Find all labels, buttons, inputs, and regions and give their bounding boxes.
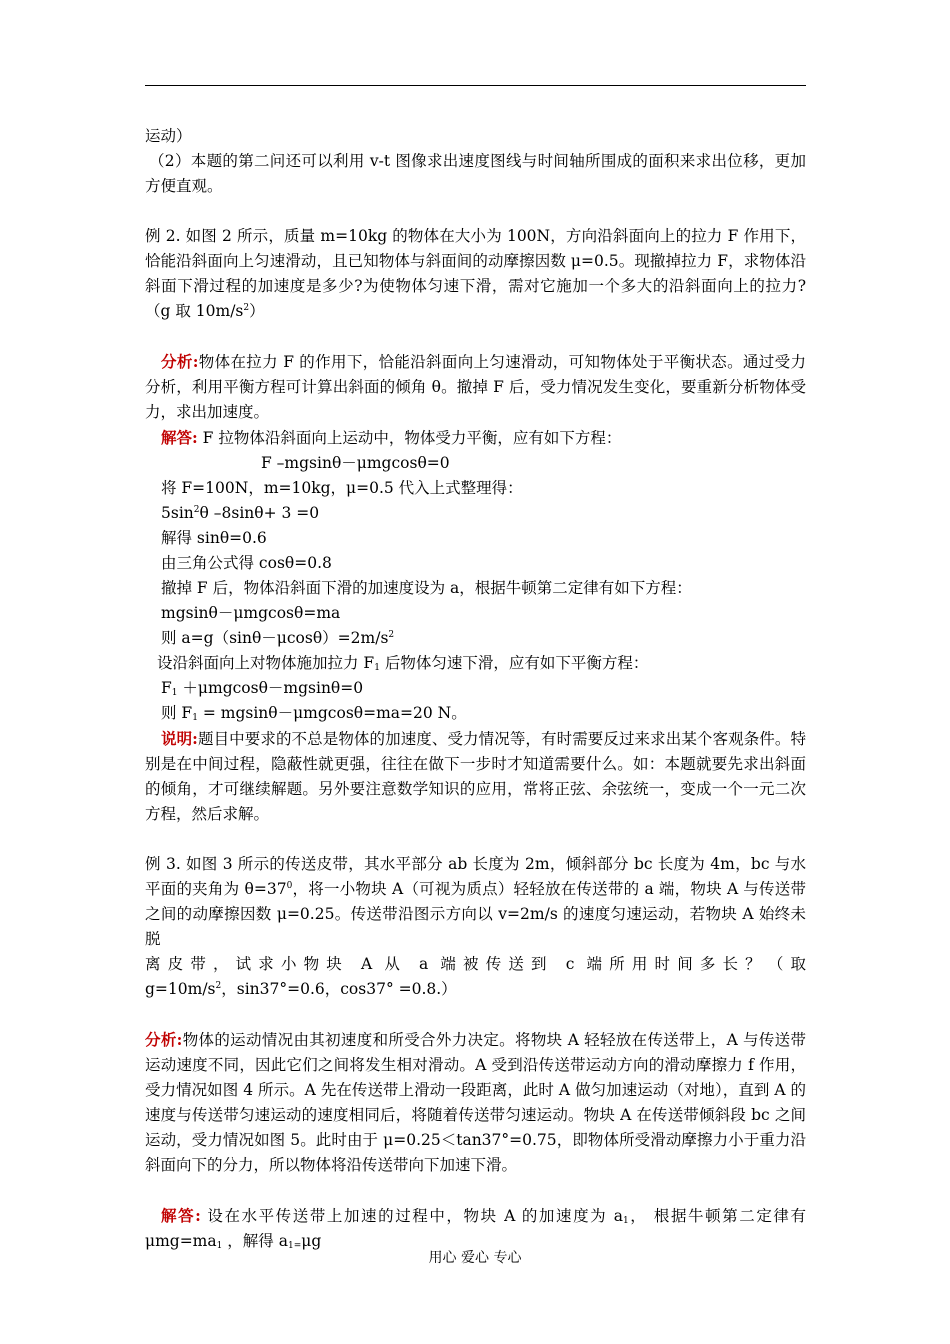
equation-2: $5\sin^2\theta$ –8sinθ+ 3 =0 bbox=[161, 504, 320, 522]
solve-cos: 由三角公式得 cosθ=0.8 bbox=[161, 554, 332, 572]
equation-4: 则 $a=g(\sin\theta-\mu\cos\theta)=2m/s^2$ bbox=[161, 629, 395, 647]
equation-6: 则 $F_1 = mgsin\theta-\mu mgcos\theta=ma=20$ N。 bbox=[161, 704, 467, 723]
solve-sin: 解得 sinθ=0.6 bbox=[161, 529, 267, 547]
example-3-analysis: 分析:物体的运动情况由其初速度和所受合外力决定。将物块 A 轻轻放在传送带上，A 与传送带运动速度不同，因此它们之间将发生相对滑动。A 受到沿传送带运动方向的滑动摩擦力 f 作用，受力情况如图 4 所示。A 先在传送带上滑动一段距离，此时 A 做匀加速运动（对地），直到 A 的速度与传送带匀速运动的速度相同后，将随着传送带匀速运动。物块 A 在传送带倾斜段 bc 之间运动，受力情况如图 5。此时由于 μ=0.25＜tan37°=0.75，即物体所受滑动摩擦力小于重力沿斜面向下的分力，所以物体将沿传送带向下加速下滑。 bbox=[145, 1030, 806, 1174]
continuation-text: 运动） bbox=[145, 127, 192, 145]
example-2-problem: 例 2. 如图 2 所示，质量 m=10kg 的物体在大小为 100N，方向沿斜面向上的拉力 F 作用下，恰能沿斜面向上匀速滑动，且已知物体与斜面间的动摩擦因数 μ=0.5。现撤掉拉力 F，求物体沿斜面下滑过程的加速度是多少?为使物体匀速下滑，需对它施加一个多大的沿斜面向上的拉力? （g 取 $10m/s^2$） bbox=[145, 227, 806, 320]
equation-5: $F_1 +\mu mgcos\theta-mgsin\theta=0$ bbox=[161, 679, 364, 698]
page-footer: 用心 爱心 专心 bbox=[428, 1250, 522, 1266]
example-3-problem-spread: 离皮带，试求小物块 A 从 a 端被传送到 c 端所用时间多长？（取 bbox=[145, 955, 806, 973]
pull-force-line: 设沿斜面向上对物体施加拉力 $F_1$ 后物体匀速下滑，应有如下平衡方程： bbox=[157, 654, 649, 673]
header-rule bbox=[145, 85, 806, 86]
example-2-answer: 解答: F 拉物体沿斜面向上运动中，物体受力平衡，应有如下方程： bbox=[161, 428, 622, 447]
substitution-line: 将 F=100N，m=10kg，μ=0.5 代入上式整理得： bbox=[161, 479, 523, 497]
example-2-analysis: 分析:物体在拉力 F 的作用下，恰能沿斜面向上匀速滑动，可知物体处于平衡状态。通过受力分析，利用平衡方程可计算出斜面的倾角 θ。撤掉 F 后，受力情况发生变化，要重新分析物体受力，求出加速度。 bbox=[145, 352, 806, 421]
equation-3: mgsinθ－μmgcosθ=ma bbox=[161, 604, 341, 622]
example-3-problem-end: $g=10m/s^2$，sin37°=0.6，cos37° =0.8.） bbox=[145, 980, 457, 998]
note-label: 说明: bbox=[161, 729, 198, 748]
example-2-note: 说明:题目中要求的不总是物体的加速度、受力情况等，有时需要反过来求出某个客观条件。特别是在中间过程，隐蔽性就更强，往往在做下一步时才知道需要什么。如：本题就要先求出斜面的倾角，才可继续解题。另外要注意数学知识的应用，常将正弦、余弦统一，变成一个一元二次方程，然后求解。 bbox=[145, 729, 806, 823]
example-3-problem: 例 3. 如图 3 所示的传送皮带，其水平部分 ab 长度为 2m，倾斜部分 bc 长度为 4m，bc 与水平面的夹角为 $\theta=37^0$，将一小物块 A（可视为质点）轻轻放在传送带的 a 端，物块 A 与传送带之间的动摩擦因数 μ=0.25。传送带沿图示方向以 v=2m/s 的速度匀速运动，若物块 A 始终未脱 bbox=[145, 855, 806, 948]
equation-1: F –mgsinθ－μmgcosθ=0 bbox=[261, 454, 450, 472]
example-3-answer: 解答: 设在水平传送带上加速的过程中，物块 A 的加速度为 $a_1$， 根据牛顿第二定律有 $\mu mg=ma_1$ ，解得 $a_{1=}\mu g$ bbox=[145, 1206, 806, 1251]
note-2: （2）本题的第二问还可以利用 v-t 图像求出速度图线与时间轴所围成的面积来求出位移，更加方便直观。 bbox=[145, 152, 806, 195]
answer-label: 解答: bbox=[161, 1206, 201, 1225]
document-body bbox=[145, 124, 806, 1254]
analysis-label: 分析: bbox=[145, 1030, 183, 1049]
answer-label: 解答: bbox=[161, 428, 198, 447]
analysis-label: 分析: bbox=[161, 352, 199, 371]
remove-force-line: 撤掉 F 后，物体沿斜面下滑的加速度设为 a，根据牛顿第二定律有如下方程： bbox=[161, 579, 692, 597]
